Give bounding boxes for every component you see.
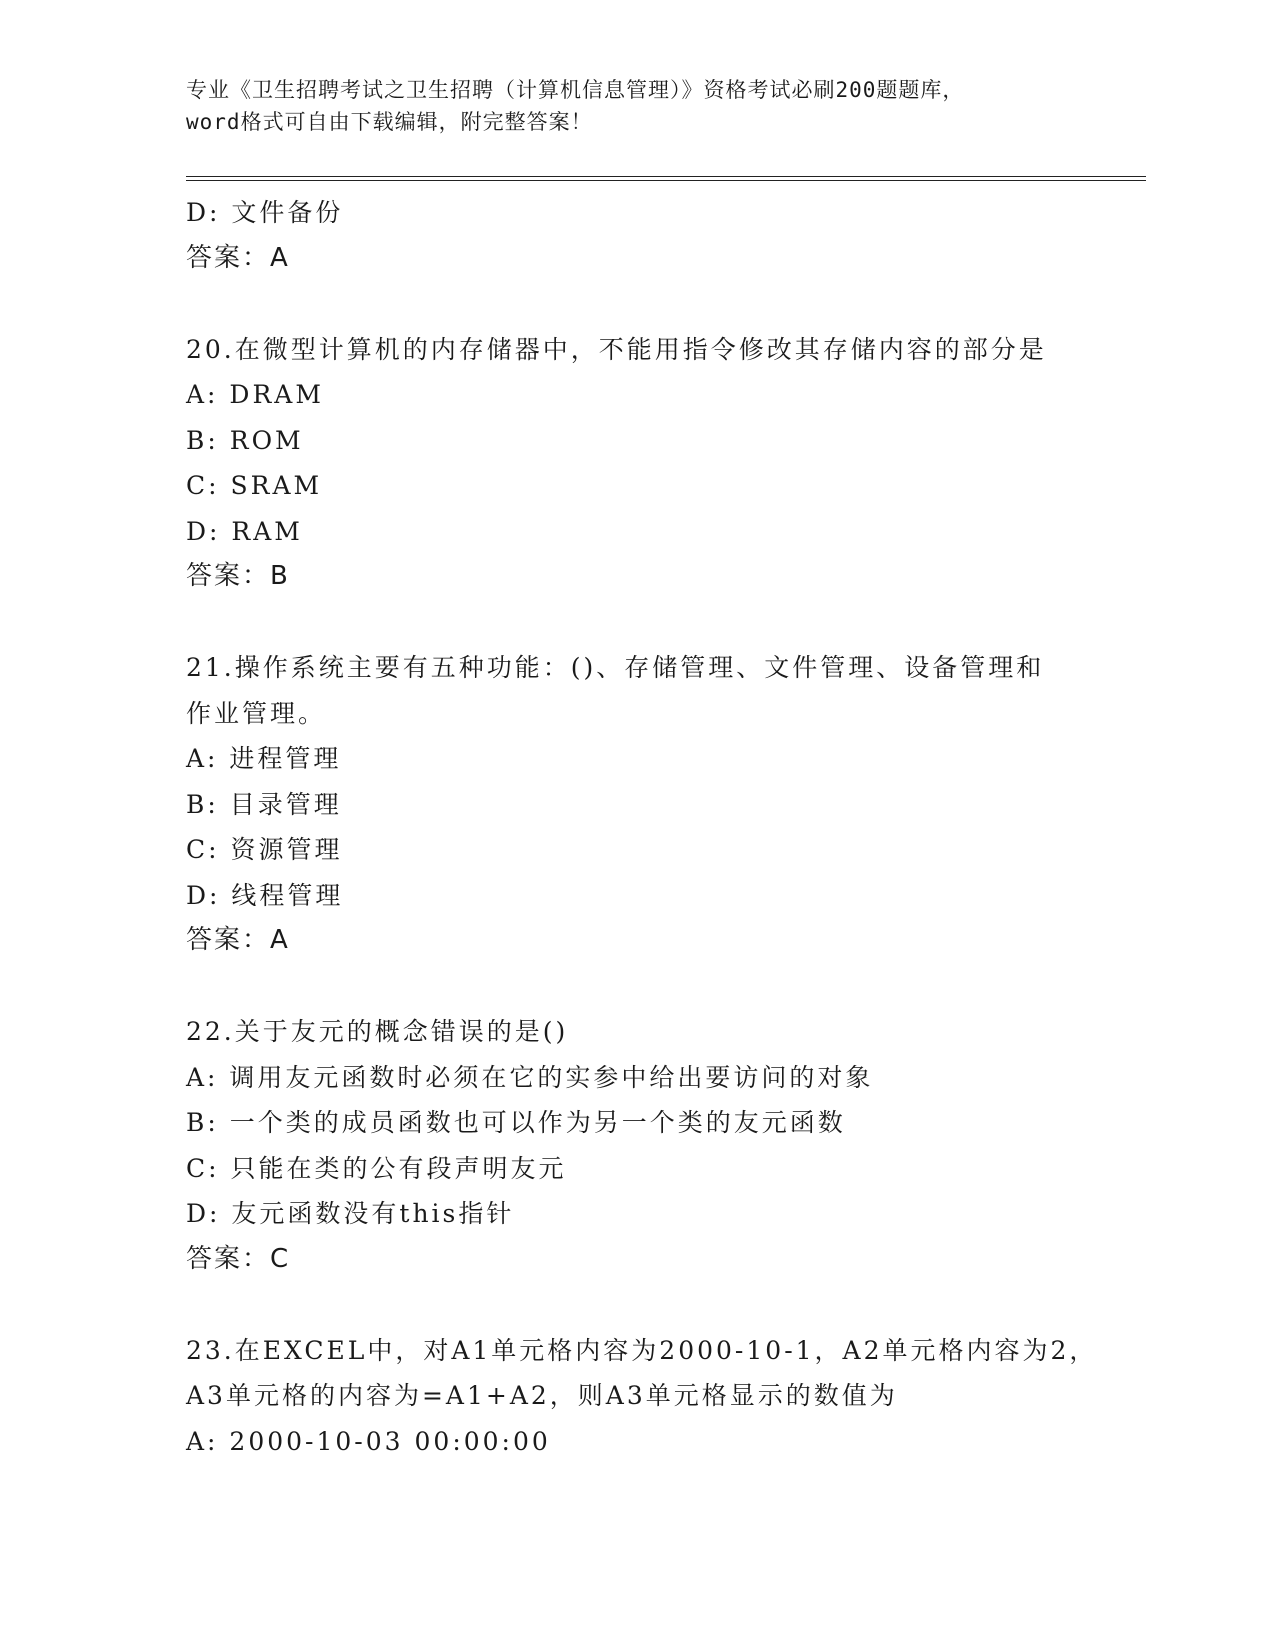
option-c: C: SRAM [186,471,323,500]
option-a: A: 2000-10-03 00:00:00 [186,1426,551,1456]
answer-line: 答案：A [186,925,290,955]
question-stem: 22.关于友元的概念错误的是() [186,1017,569,1046]
option-b: B: 一个类的成员函数也可以作为另一个类的友元函数 [186,1108,846,1137]
question-block-20 [186,327,1086,600]
question-block-23 [186,1328,1098,1465]
answer-line: 答案：C [186,1243,291,1274]
question-block-previous [186,190,1086,281]
question-block-22 [186,1009,1086,1282]
option-d: D: 线程管理 [186,880,344,910]
option-a: A: DRAM [186,380,324,409]
question-block-21 [186,645,1086,964]
option-d: D: RAM [186,516,303,546]
header-line-2: word格式可自由下载编辑，附完整答案！ [186,110,593,134]
spacer [186,600,1086,646]
answer-line: 答案：B [186,561,290,591]
question-stem-line-2: A3单元格的内容为=A1+A2，则A3单元格显示的数值为 [186,1381,898,1410]
header-line-1: 专业《卫生招聘考试之卫生招聘（计算机信息管理）》资格考试必刷200题题库， [186,78,965,102]
option-d: D: 友元函数没有this指针 [186,1199,515,1228]
spacer [186,964,1086,1010]
question-stem-line-2: 作业管理。 [186,698,327,728]
option-a: A: 进程管理 [186,744,342,773]
option-c: C: 资源管理 [186,835,343,864]
header-divider [186,176,1146,181]
question-stem: 20.在微型计算机的内存储器中，不能用指令修改其存储内容的部分是 [186,334,1047,364]
option-d: D: 文件备份 [186,198,344,227]
option-a: A: 调用友元函数时必须在它的实参中给出要访问的对象 [186,1062,874,1092]
document-header [186,74,1086,138]
option-b: B: 目录管理 [186,789,342,819]
question-stem-line-1: 23.在EXCEL中，对A1单元格内容为2000-10-1，A2单元格内容为2， [186,1335,1098,1365]
option-b: B: ROM [186,425,304,455]
option-c: C: 只能在类的公有段声明友元 [186,1153,567,1183]
spacer [186,1282,1086,1328]
answer-line: 答案：A [186,242,290,273]
question-stem-line-1: 21.操作系统主要有五种功能：()、存储管理、文件管理、设备管理和 [186,653,1045,682]
spacer [186,281,1086,327]
document-body [186,190,1098,1464]
